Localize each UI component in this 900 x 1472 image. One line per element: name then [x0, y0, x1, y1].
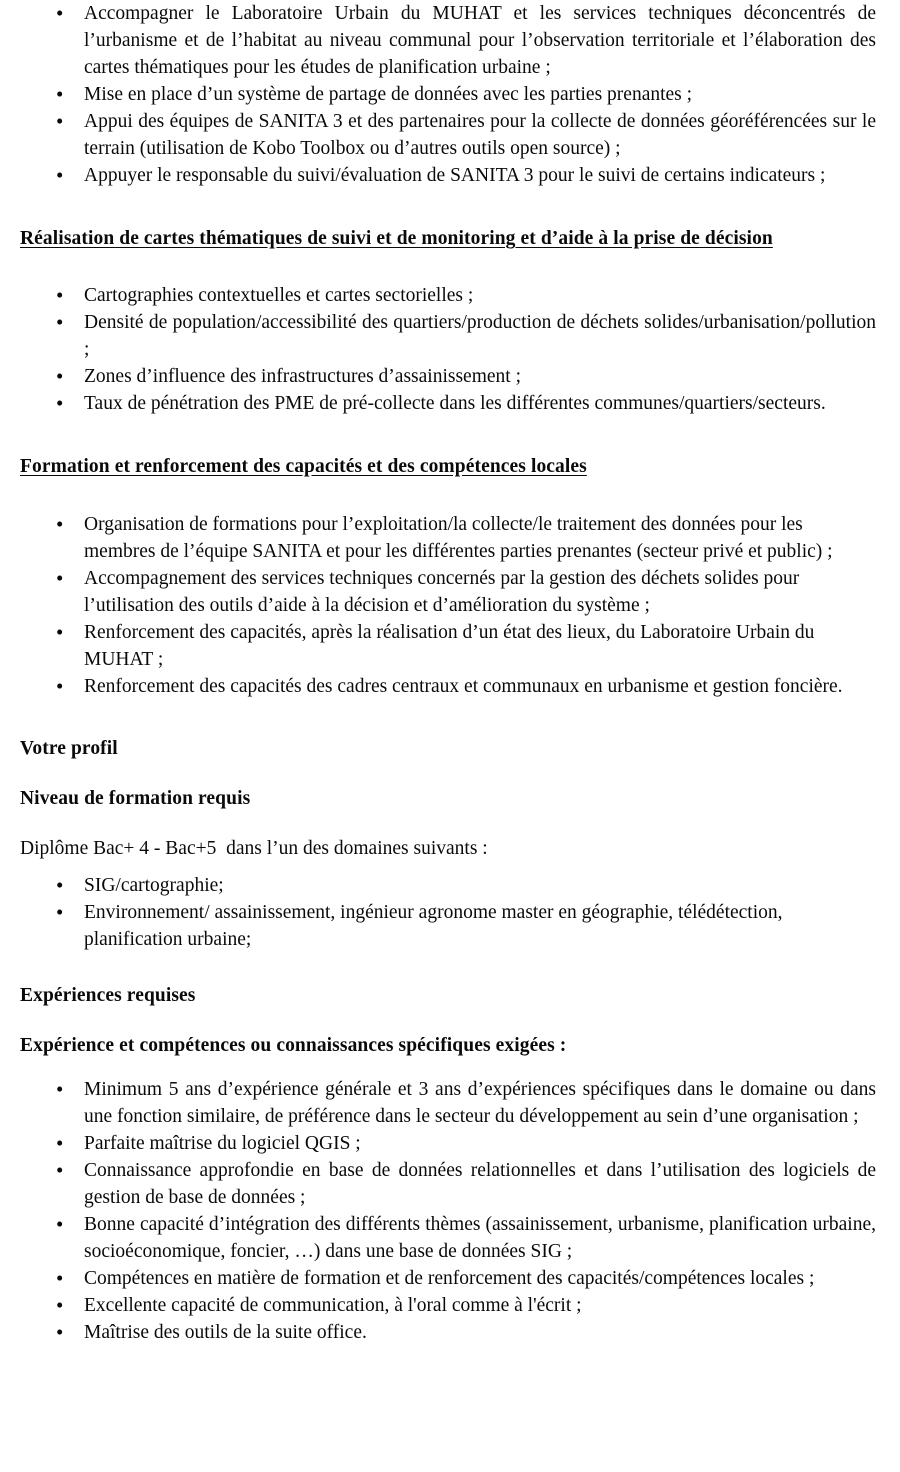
section-heading-formation-renforcement: Formation et renforcement des capacités et des compétences locales	[20, 456, 587, 478]
list-item: • Appuyer le responsable du suivi/évaluation de SANITA 3 pour le suivi de certains indicateurs ;	[20, 162, 876, 189]
section-heading-experiences-requises: Expériences requises	[20, 984, 196, 1006]
section-heading-experience-competences: Expérience et compétences ou connaissances spécifiques exigées :	[20, 1034, 567, 1056]
bullet-list-formation-renforcement	[20, 511, 876, 700]
spacer	[20, 1059, 876, 1076]
list-item: • Renforcement des capacités, après la réalisation d’un état des lieux, du Laboratoire Urbain du MUHAT ;	[20, 619, 876, 673]
list-item: • Taux de pénétration des PME de pré-collecte dans les différentes communes/quartiers/secteurs.	[20, 390, 876, 417]
spacer	[20, 481, 876, 511]
spacer	[20, 1009, 876, 1033]
list-item: • Excellente capacité de communication, à l'oral comme à l'écrit ;	[20, 1292, 876, 1319]
bullet-list-accompagnement	[20, 0, 876, 189]
list-item: • Organisation de formations pour l’exploitation/la collecte/le traitement des données pour les membres de l’équipe SANITA et pour les différentes parties prenantes (secteur privé et public) ;	[20, 511, 876, 565]
spacer	[20, 812, 876, 836]
spacer	[20, 700, 876, 736]
list-item: • Zones d’influence des infrastructures d’assainissement ;	[20, 363, 876, 390]
list-item: • Accompagnement des services techniques concernés par la gestion des déchets solides pour l’utilisation des outils d’aide à la décision et d’amélioration du système ;	[20, 565, 876, 619]
spacer	[20, 189, 876, 225]
list-item: • Maîtrise des outils de la suite office.	[20, 1319, 876, 1346]
list-item: • Minimum 5 ans d’expérience générale et 3 ans d’expériences spécifiques dans le domaine ou dans une fonction similaire, de préférence dans le secteur du développement au sein d’une organisation ;	[20, 1076, 876, 1130]
list-item: • Parfaite maîtrise du logiciel QGIS ;	[20, 1130, 876, 1157]
spacer	[20, 252, 876, 282]
list-item: • Cartographies contextuelles et cartes sectorielles ;	[20, 282, 876, 309]
spacer	[20, 953, 876, 983]
list-item: • Accompagner le Laboratoire Urbain du MUHAT et les services techniques déconcentrés de l’urbanisme et de l’habitat au niveau communal pour l’observation territoriale et l’élaboration des cartes thématiques pour les études de planification urbaine ;	[20, 0, 876, 81]
bullet-list-experience-competences	[20, 1076, 876, 1346]
bullet-list-domaines	[20, 872, 876, 953]
spacer	[20, 417, 876, 453]
section-heading-realisation-cartes: Réalisation de cartes thématiques de suivi et de monitoring et d’aide à la prise de décision	[20, 228, 773, 249]
list-item: • Bonne capacité d’intégration des différents thèmes (assainissement, urbanisme, planification urbaine, socioéconomique, foncier, …) dans une base de données SIG ;	[20, 1211, 876, 1265]
document-content	[20, 0, 876, 1346]
list-item: • Appui des équipes de SANITA 3 et des partenaires pour la collecte de données géoréférencées sur le terrain (utilisation de Kobo Toolbox ou d’autres outils open source) ;	[20, 108, 876, 162]
list-item: • Mise en place d’un système de partage de données avec les parties prenantes ;	[20, 81, 876, 108]
list-item: • Densité de population/accessibilité des quartiers/production de déchets solides/urbanisation/pollution ;	[20, 309, 876, 363]
spacer	[20, 863, 876, 872]
bullet-list-realisation-cartes	[20, 282, 876, 417]
list-item: • Environnement/ assainissement, ingénieur agronome master en géographie, télédétection, planification urbaine;	[20, 899, 876, 953]
list-item: • Renforcement des capacités des cadres centraux et communaux en urbanisme et gestion foncière.	[20, 673, 876, 700]
list-item: • SIG/cartographie;	[20, 872, 876, 899]
list-item: • Connaissance approfondie en base de données relationnelles et dans l’utilisation des logiciels de gestion de base de données ;	[20, 1157, 876, 1211]
spacer	[20, 762, 876, 786]
list-item: • Compétences en matière de formation et de renforcement des capacités/compétences locales ;	[20, 1265, 876, 1292]
section-heading-votre-profil: Votre profil	[20, 737, 118, 759]
section-heading-niveau-formation: Niveau de formation requis	[20, 787, 251, 809]
paragraph-diplome: Diplôme Bac+ 4 - Bac+5 dans l’un des domaines suivants :	[20, 838, 488, 860]
